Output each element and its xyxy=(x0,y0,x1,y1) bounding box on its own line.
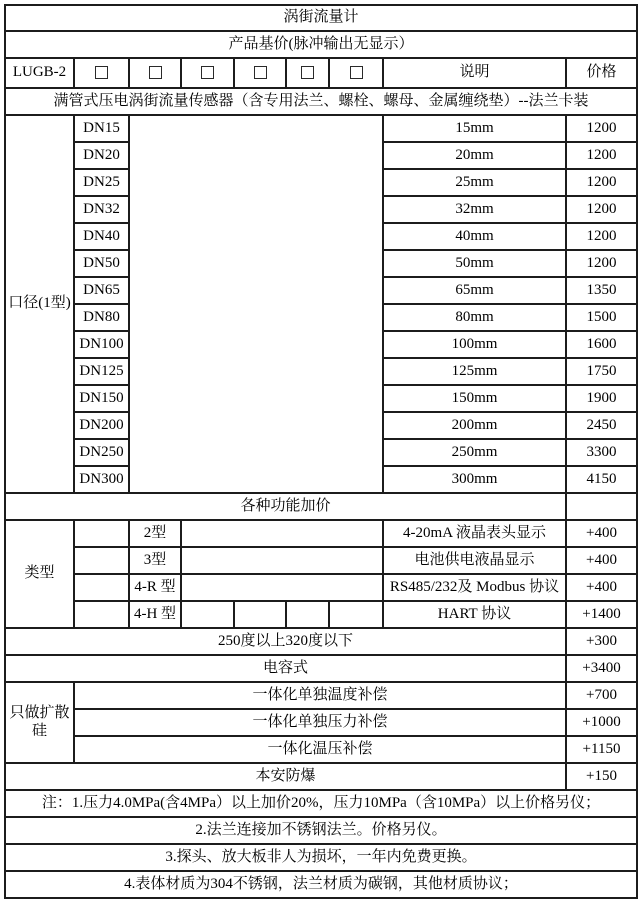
capacitive-price: +3400 xyxy=(566,655,637,682)
column-header-description: 说明 xyxy=(383,58,566,88)
dn-price: 3300 xyxy=(566,439,637,466)
type-section-label: 类型 xyxy=(5,520,74,628)
dn-desc: 20mm xyxy=(383,142,566,169)
checkbox-icon[interactable] xyxy=(301,66,314,79)
type-price: +400 xyxy=(566,574,637,601)
option-checkbox-cell-5[interactable] xyxy=(286,58,329,88)
compensation-price: +700 xyxy=(566,682,637,709)
note-2: 2.法兰连接加不锈钢法兰。价格另仪。 xyxy=(5,817,637,844)
addons-section-header: 各种功能加价 xyxy=(5,493,566,520)
dn-code: DN50 xyxy=(74,250,129,277)
type-empty-cell xyxy=(329,601,383,628)
dn-price: 2450 xyxy=(566,412,637,439)
type-empty-cell xyxy=(74,547,129,574)
checkbox-icon[interactable] xyxy=(201,66,214,79)
type-empty-span xyxy=(181,547,383,574)
dn-desc: 200mm xyxy=(383,412,566,439)
note-4: 4.表体材质为304不锈钢，法兰材质为碳钢，其他材质协议； xyxy=(5,871,637,898)
dn-desc: 65mm xyxy=(383,277,566,304)
compensation-price: +1150 xyxy=(566,736,637,763)
type-desc: 电池供电液晶显示 xyxy=(383,547,566,574)
dn-code: DN15 xyxy=(74,115,129,142)
dn-price: 1750 xyxy=(566,358,637,385)
type-empty-cell xyxy=(286,601,329,628)
dn-price: 1200 xyxy=(566,169,637,196)
dn-code: DN250 xyxy=(74,439,129,466)
diameter-empty-area xyxy=(129,115,383,493)
dn-price: 1200 xyxy=(566,223,637,250)
dn-price: 1600 xyxy=(566,331,637,358)
dn-price: 4150 xyxy=(566,466,637,493)
option-checkbox-cell-2[interactable] xyxy=(129,58,181,88)
checkbox-icon[interactable] xyxy=(149,66,162,79)
addons-header-price-cell xyxy=(566,493,637,520)
dn-desc: 125mm xyxy=(383,358,566,385)
dn-code: DN100 xyxy=(74,331,129,358)
dn-code: DN80 xyxy=(74,304,129,331)
compensation-option: 一体化单独温度补偿 xyxy=(74,682,566,709)
page-title: 涡街流量计 xyxy=(5,5,637,31)
flowmeter-price-table xyxy=(4,4,638,899)
dn-desc: 300mm xyxy=(383,466,566,493)
type-code: 4-R 型 xyxy=(129,574,181,601)
temperature-range-price: +300 xyxy=(566,628,637,655)
dn-price: 1500 xyxy=(566,304,637,331)
checkbox-icon[interactable] xyxy=(95,66,108,79)
dn-desc: 150mm xyxy=(383,385,566,412)
option-checkbox-cell-3[interactable] xyxy=(181,58,234,88)
dn-code: DN65 xyxy=(74,277,129,304)
type-empty-span xyxy=(181,520,383,547)
dn-code: DN150 xyxy=(74,385,129,412)
type-empty-cell xyxy=(74,574,129,601)
type-code: 4-H 型 xyxy=(129,601,181,628)
note-3: 3.探头、放大板非人为损坏，一年内免费更换。 xyxy=(5,844,637,871)
dn-price: 1350 xyxy=(566,277,637,304)
type-empty-cell xyxy=(234,601,286,628)
capacitive-option: 电容式 xyxy=(5,655,566,682)
dn-desc: 100mm xyxy=(383,331,566,358)
dn-code: DN200 xyxy=(74,412,129,439)
dn-desc: 25mm xyxy=(383,169,566,196)
dn-code: DN25 xyxy=(74,169,129,196)
dn-desc: 50mm xyxy=(383,250,566,277)
compensation-price: +1000 xyxy=(566,709,637,736)
intrinsic-safety-option: 本安防爆 xyxy=(5,763,566,790)
temperature-range-option: 250度以上320度以下 xyxy=(5,628,566,655)
type-empty-cell xyxy=(181,601,234,628)
dn-desc: 80mm xyxy=(383,304,566,331)
type-code: 2型 xyxy=(129,520,181,547)
option-checkbox-cell-6[interactable] xyxy=(329,58,383,88)
dn-code: DN32 xyxy=(74,196,129,223)
dn-price: 1200 xyxy=(566,250,637,277)
dn-price: 1200 xyxy=(566,196,637,223)
sensor-description: 满管式压电涡街流量传感器（含专用法兰、螺栓、螺母、金属缠绕垫）--法兰卡装 xyxy=(5,88,637,115)
type-empty-cell xyxy=(74,520,129,547)
type-price: +1400 xyxy=(566,601,637,628)
type-code: 3型 xyxy=(129,547,181,574)
compensation-option: 一体化温压补偿 xyxy=(74,736,566,763)
type-empty-span xyxy=(181,574,383,601)
base-price-subtitle: 产品基价(脉冲输出无显示） xyxy=(5,31,637,58)
type-empty-cell xyxy=(74,601,129,628)
dn-code: DN20 xyxy=(74,142,129,169)
dn-desc: 32mm xyxy=(383,196,566,223)
dn-desc: 250mm xyxy=(383,439,566,466)
dn-desc: 40mm xyxy=(383,223,566,250)
diameter-section-label: 口径(1型) xyxy=(5,115,74,493)
dn-price: 1200 xyxy=(566,142,637,169)
type-desc: RS485/232及 Modbus 协议 xyxy=(383,574,566,601)
dn-price: 1900 xyxy=(566,385,637,412)
column-header-price: 价格 xyxy=(566,58,637,88)
dn-code: DN300 xyxy=(74,466,129,493)
note-1: 注：1.压力4.0MPa(含4MPa）以上加价20%，压力10MPa（含10MPa）以上价格另仪； xyxy=(5,790,637,817)
dn-desc: 15mm xyxy=(383,115,566,142)
checkbox-icon[interactable] xyxy=(254,66,267,79)
option-checkbox-cell-4[interactable] xyxy=(234,58,286,88)
dn-code: DN125 xyxy=(74,358,129,385)
checkbox-icon[interactable] xyxy=(350,66,363,79)
type-price: +400 xyxy=(566,547,637,574)
type-price: +400 xyxy=(566,520,637,547)
type-desc: HART 协议 xyxy=(383,601,566,628)
dn-price: 1200 xyxy=(566,115,637,142)
dn-code: DN40 xyxy=(74,223,129,250)
intrinsic-safety-price: +150 xyxy=(566,763,637,790)
compensation-option: 一体化单独压力补偿 xyxy=(74,709,566,736)
model-code: LUGB-2 xyxy=(5,58,74,88)
silicon-section-label: 只做扩散硅 xyxy=(5,682,74,763)
option-checkbox-cell-1[interactable] xyxy=(74,58,129,88)
type-desc: 4-20mA 液晶表头显示 xyxy=(383,520,566,547)
